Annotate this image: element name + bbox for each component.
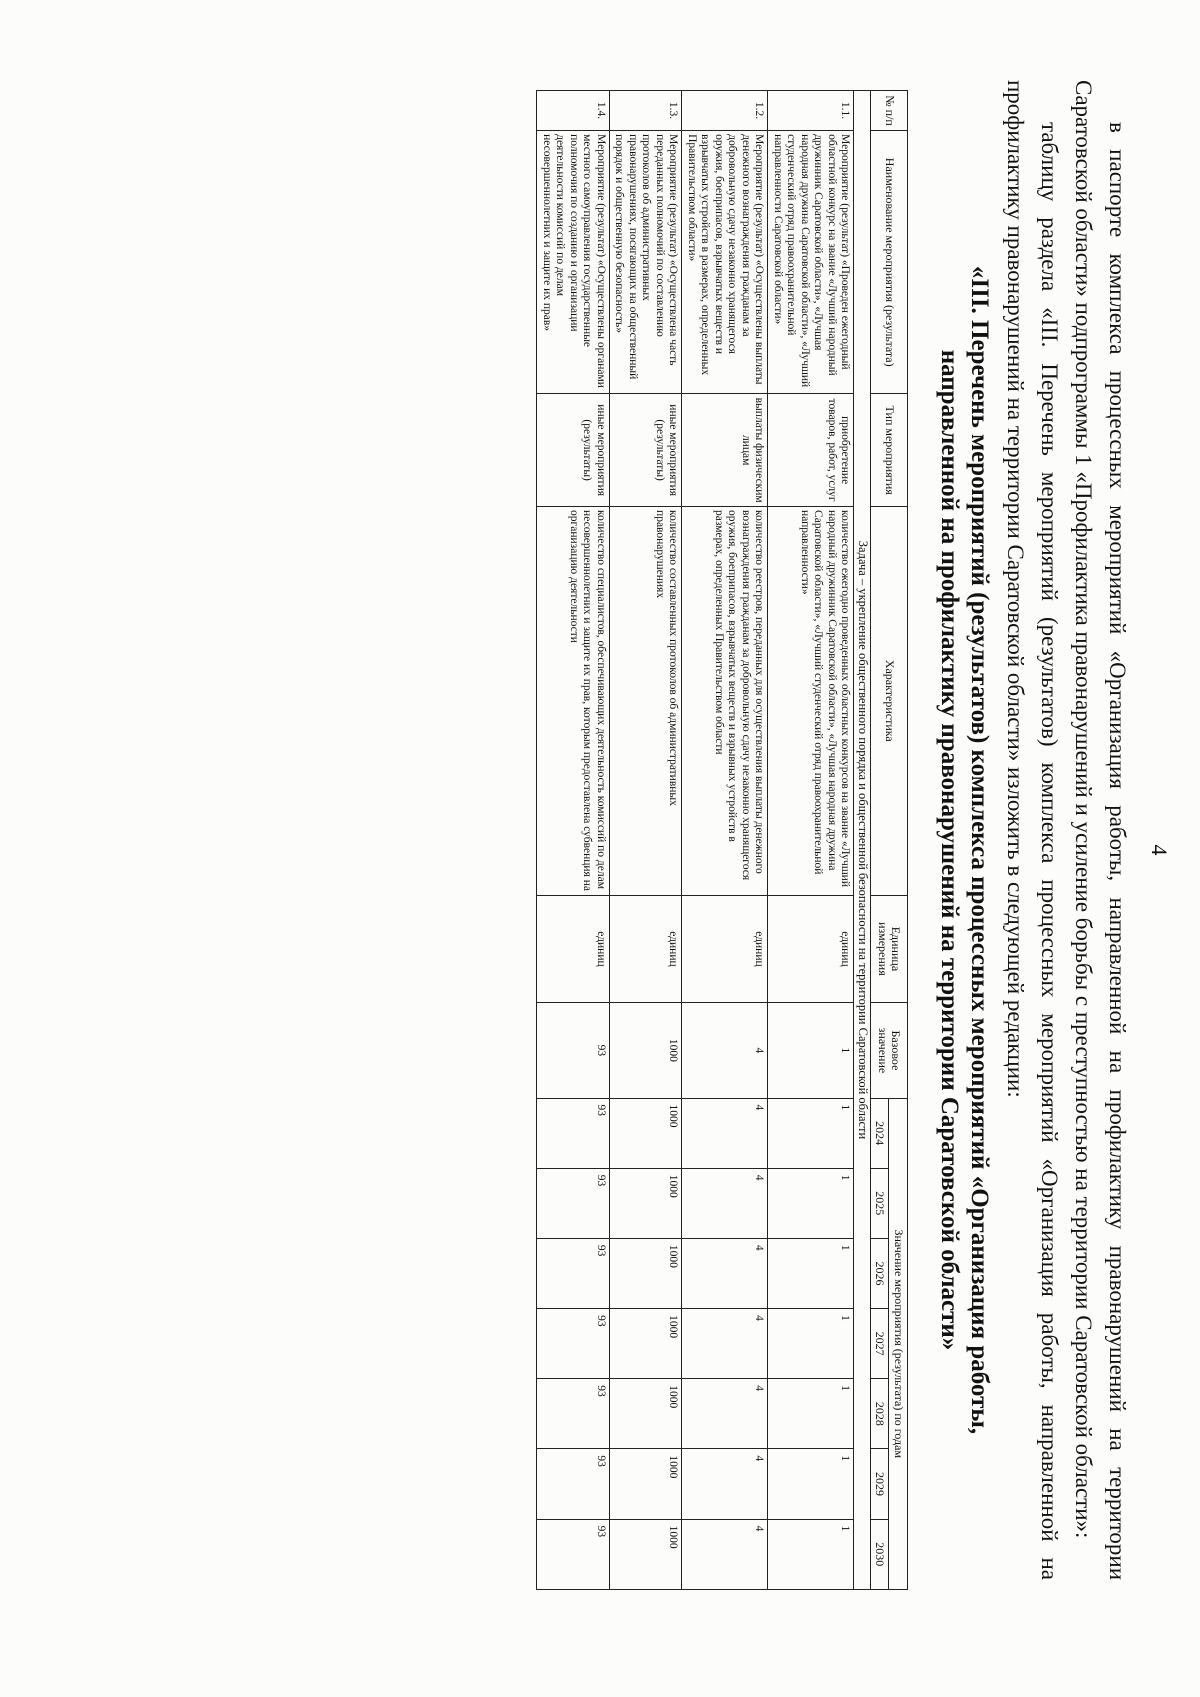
table-row [682,91,768,1590]
section-title-line-1: «III. Перечень мероприятий (результатов) комплекса процессных мероприятий «Организация работы, [966,265,993,1435]
intro-paragraph-1: в паспорте комплекса процессных мероприятий «Организация работы, направленной на профилактику правонарушений на территории Саратовской области» подпрограммы 1 «Профилактика правонарушений и усиление борьбы с преступностью на территории Саратовской области»: [1071,80,1130,1580]
row-value-2024: 93 [537,1098,610,1168]
header-year: 2025 [871,1168,890,1238]
row-value-2027: 4 [682,1309,768,1379]
row-value-2026: 1 [768,1238,854,1308]
row-value-2030: 4 [682,1519,768,1589]
row-name: Мероприятие (результат) «Осуществлены органами местного самоуправления государственные полномочия по созданию и организации деятельности комиссий по делам несовершеннолетних и защите их прав» [537,131,610,394]
section-title-line-2: направленной на профилактику правонарушений на территории Саратовской области» [936,349,963,1351]
row-base-value: 4 [682,1003,768,1098]
row-value-2030: 1 [768,1519,854,1589]
header-year: 2029 [871,1449,890,1519]
row-characteristic: количество составленных протоколов об административных правонарушениях [610,507,683,896]
row-value-2029: 4 [682,1449,768,1519]
row-value-2025: 1 [768,1168,854,1238]
task-row [854,91,871,1590]
row-value-2029: 93 [537,1449,610,1519]
intro-paragraph-2: таблицу раздела «III. Перечень мероприятий (результатов) комплекса процессных мероприятий «Организация работы, направленной на профилактику правонарушений на территории Саратовской области» изложить в следующей редакции: [1003,80,1062,1580]
rotated-page-content [180,60,1180,1640]
header-values-by-year: Значение мероприятия (результата) по годам [889,1098,908,1589]
row-unit: единиц [768,895,854,1003]
row-value-2029: 1 [768,1449,854,1519]
header-base-value: Базовое значение [871,1003,908,1098]
measures-table [537,90,909,1590]
row-value-2027: 1000 [610,1309,683,1379]
row-num: 1.2. [682,91,768,131]
row-unit: единиц [537,895,610,1003]
row-value-2024: 1 [768,1098,854,1168]
row-num: 1.4. [537,91,610,131]
row-unit: единиц [610,895,683,1003]
row-value-2030: 1000 [610,1519,683,1589]
header-name: Наименование мероприятия (результата) [871,131,908,394]
row-characteristic: количество ежегодно проведенных областных конкурсов на звание «Лучший народный дружинник Саратовской области», «Лучшая народная дружина Саратовской области», «Лучший студенческий отряд правоохранительной направленности» [768,507,854,896]
row-name: Мероприятие (результат) «Осуществлена часть переданных полномочий по составлению протоколов об административных правонарушениях, посягающих на общественный порядок и общественную безопасность» [610,131,683,394]
row-value-2026: 4 [682,1238,768,1308]
header-year: 2027 [871,1309,890,1379]
header-year: 2024 [871,1098,890,1168]
header-year: 2030 [871,1519,890,1589]
row-value-2030: 93 [537,1519,610,1589]
row-value-2028: 1 [768,1379,854,1449]
row-num: 1.3. [610,91,683,131]
row-value-2028: 1000 [610,1379,683,1449]
row-type: иные мероприятия (результаты) [537,394,610,507]
row-base-value: 1000 [610,1003,683,1098]
header-characteristic: Характеристика [871,507,908,896]
row-characteristic: количество специалистов, обеспечивающих деятельность комиссий по делам несовершеннолетних и защите их прав, которым предоставлена субвенция на организацию деятельности [537,507,610,896]
row-value-2024: 4 [682,1098,768,1168]
header-year: 2028 [871,1379,890,1449]
row-value-2026: 1000 [610,1238,683,1308]
row-value-2028: 93 [537,1379,610,1449]
row-name: Мероприятие (результат) «Осуществлены выплаты денежного вознаграждения гражданам за добровольную сдачу незаконно хранящегося оружия, боеприпасов, взрывчатых веществ и взрывчатых устройств в размерах, определенных Правительством области» [682,131,768,394]
row-base-value: 1 [768,1003,854,1098]
header-type: Тип мероприятия [871,394,908,507]
row-type: иные мероприятия (результаты) [610,394,683,507]
row-value-2026: 93 [537,1238,610,1308]
row-value-2025: 1000 [610,1168,683,1238]
header-year: 2026 [871,1238,890,1308]
row-value-2025: 93 [537,1168,610,1238]
table-row [768,91,854,1590]
row-type: приобретение товаров, работ, услуг [768,394,854,507]
row-value-2024: 1000 [610,1098,683,1168]
row-value-2027: 1 [768,1309,854,1379]
row-value-2025: 4 [682,1168,768,1238]
row-characteristic: количество реестров, переданных для осуществления выплаты денежного вознаграждения гражданам за добровольную сдачу незаконно хранящегося оружия, боеприпасов, взрывчатых веществ и взрывных устройств в размерах, определенных Правительством области [682,507,768,896]
row-value-2027: 93 [537,1309,610,1379]
section-title [934,60,994,1640]
table-header-row [889,91,908,1590]
header-num: № п/п [871,91,908,131]
row-name: Мероприятие (результат) «Проведен ежегодный областной конкурс на звание «Лучший народный дружинник Саратовской области», «Лучшая народная дружина Саратовской области», «Лучший студенческий отряд правоохранительной направленности Саратовской области» [768,131,854,394]
header-unit: Единица измерения [871,895,908,1003]
row-base-value: 93 [537,1003,610,1098]
table-row [537,91,610,1590]
row-value-2029: 1000 [610,1449,683,1519]
table-row [610,91,683,1590]
row-type: выплаты физическим лицам [682,394,768,507]
row-num: 1.1. [768,91,854,131]
row-value-2028: 4 [682,1379,768,1449]
page-number: 4 [1147,844,1172,856]
row-unit: единиц [682,895,768,1003]
task-text: Задача – укрепление общественного порядка и общественной безопасности на территории Саратовской области [854,91,871,1590]
intro-text [998,80,1134,1580]
